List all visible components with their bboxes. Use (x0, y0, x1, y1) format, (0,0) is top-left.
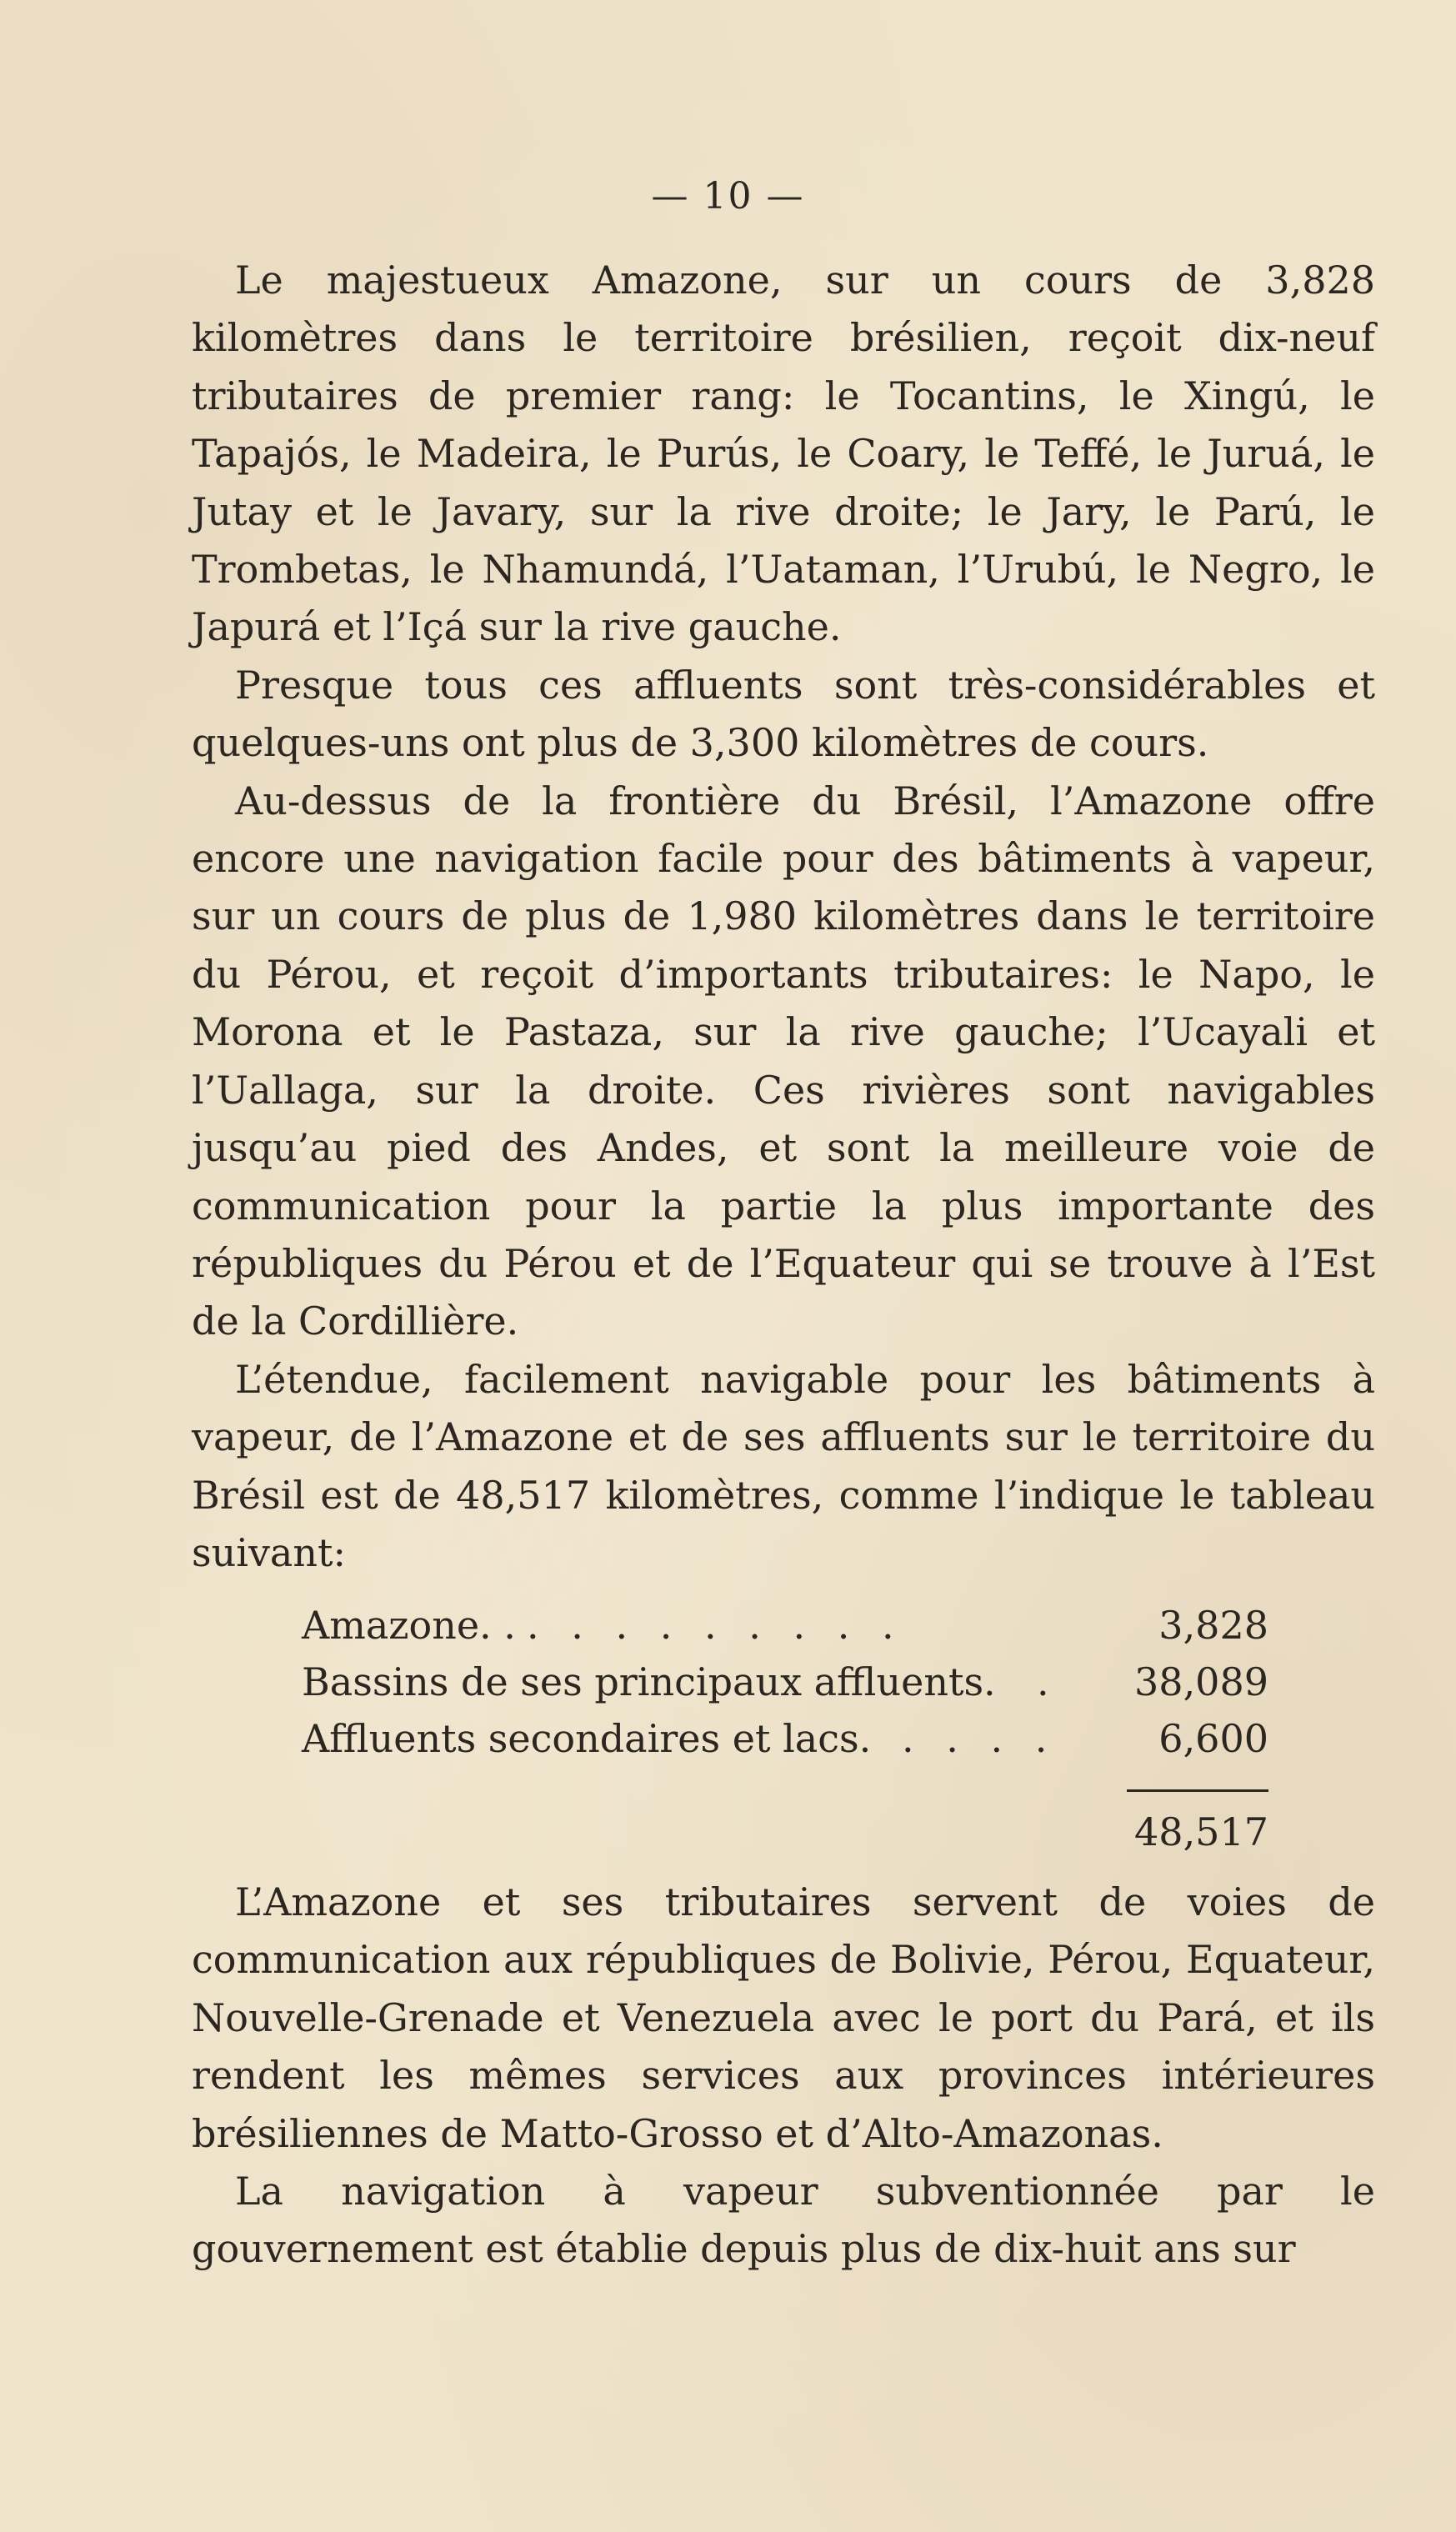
row-label: Amazone. . (302, 1603, 516, 1648)
row-label: Affluents secondaires et lacs. (302, 1716, 872, 1761)
row-dots: . . . . (902, 1716, 1058, 1761)
paragraph-etendue: L’étendue, facilement navigable pour les bâtiments à vapeur, de l’Amazone et de ses affluents sur le territoire du Brésil est de 48,517 kilomètres, comme l’indique le tableau suivant: (192, 1356, 1375, 1575)
row-value: 38,089 (1134, 1659, 1268, 1704)
table-row (302, 1654, 1268, 1710)
paragraph-communication: L’Amazone et ses tributaires servent de voies de communication aux républiques de Bolivie, Pérou, Equateur, Nouvelle-Grenade et Venezuela avec le port du Pará, et ils rendent les mêmes services aux provinces intérieures brésiliennes de Matto-Grosso et d’Alto-Amazonas. (192, 1879, 1375, 2156)
body-text-bottom (192, 1874, 1375, 2279)
row-value: 3,828 (1158, 1603, 1268, 1648)
row-dots: . . . . . . . . . (527, 1603, 904, 1648)
table-row (302, 1710, 1268, 1767)
sum-rule (1127, 1789, 1268, 1792)
paragraph-amazone-tributaires: Le majestueux Amazone, sur un cours de 3,828 kilomètres dans le territoire brésilien, reçoit dix-neuf tributaires de premier rang: le Tocantins, le Xingú, le Tapajós, le Madeira, le Purús, le Coary, le Teffé, le Juruá, le Jutay et le Javary, sur la rive droite; le Jary, le Parú, le Trombetas, le Nhamundá, l’Uataman, l’Urubú, le Negro, le Japurá et l’Içá sur la rive gauche. (192, 258, 1375, 650)
page-number: — 10 — (651, 175, 805, 218)
paragraph-navigation-vapeur: La navigation à vapeur subventionnée par le gouvernement est établie depuis plus de dix-huit ans sur (192, 2169, 1375, 2272)
row-dots: . (1037, 1659, 1059, 1704)
paragraph-affluents: Presque tous ces affluents sont très-considérables et quelques-uns ont plus de 3,300 kilomètres de cours. (192, 662, 1375, 766)
body-text-top (192, 252, 1375, 1582)
paragraph-perou: Au-dessus de la frontière du Brésil, l’Amazone offre encore une navigation facile pour des bâtiments à vapeur, sur un cours de plus de 1,980 kilomètres dans le territoire du Pérou, et reçoit d’importants tributaires: le Napo, le Morona et le Pastaza, sur la rive gauche; l’Ucayali et l’Uallaga, sur la droite. Ces rivières sont navigables jusqu’au pied des Andes, et sont la meilleure voie de communication pour la partie la plus importante des républiques du Pérou et de l’Equateur qui se trouve à l’Est de la Cordillière. (192, 778, 1375, 1344)
table-row (302, 1597, 1268, 1654)
row-value: 6,600 (1158, 1716, 1268, 1761)
table-total: 48,517 (1134, 1809, 1268, 1854)
row-label: Bassins de ses principaux affluents. (302, 1659, 996, 1704)
navigable-length-table (302, 1597, 1268, 1854)
